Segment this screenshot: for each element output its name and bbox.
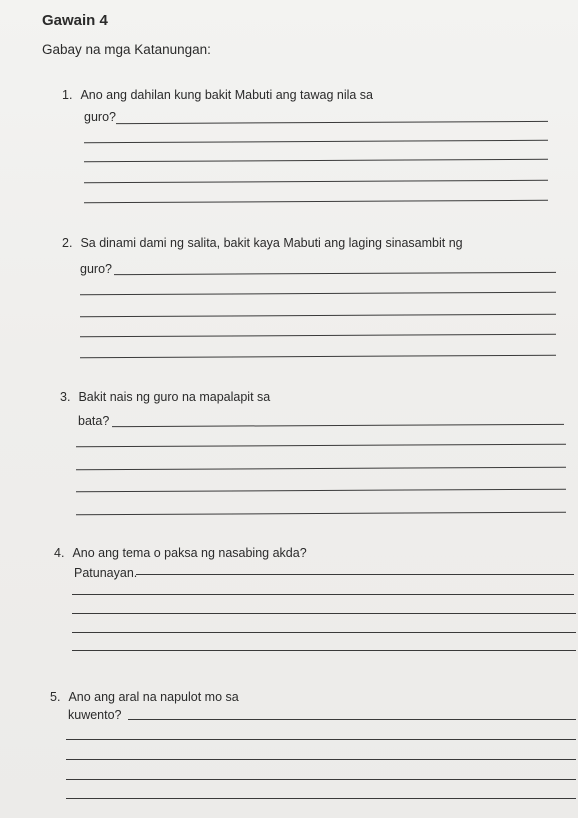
question-number: 4. [54, 546, 65, 560]
question-3-continuation: bata? [78, 414, 110, 428]
answer-line[interactable] [72, 650, 576, 651]
page-title: Gawain 4 [42, 12, 108, 29]
answer-line[interactable] [76, 489, 566, 493]
question-text: Bakit nais ng guro na mapalapit sa [78, 390, 271, 404]
answer-line[interactable] [72, 594, 574, 595]
question-2 [62, 236, 463, 250]
question-1 [62, 88, 373, 102]
answer-line[interactable] [84, 200, 548, 203]
answer-line[interactable] [112, 424, 564, 427]
question-text: Ano ang aral na napulot mo sa [68, 690, 239, 704]
question-number: 5. [50, 690, 61, 704]
question-5 [50, 690, 239, 704]
question-2-continuation: guro? [80, 262, 112, 276]
answer-line[interactable] [72, 613, 576, 614]
answer-line[interactable] [80, 292, 556, 295]
answer-line[interactable] [66, 798, 576, 799]
answer-line[interactable] [66, 779, 576, 780]
answer-line[interactable] [80, 314, 556, 317]
question-number: 1. [62, 88, 73, 102]
question-4-continuation: Patunayan. [74, 566, 138, 580]
question-text: Ano ang dahilan kung bakit Mabuti ang tawag nila sa [80, 88, 374, 102]
question-number: 2. [62, 236, 73, 250]
answer-line[interactable] [76, 444, 566, 448]
question-number: 3. [60, 390, 71, 404]
answer-line[interactable] [116, 121, 548, 124]
question-3 [60, 390, 270, 404]
answer-line[interactable] [84, 159, 548, 162]
answer-line[interactable] [76, 467, 566, 471]
answer-line[interactable] [72, 632, 576, 633]
answer-line[interactable] [76, 512, 566, 516]
answer-line[interactable] [80, 355, 556, 358]
answer-line[interactable] [84, 180, 548, 183]
answer-line[interactable] [128, 719, 576, 720]
question-5-continuation: kuwento? [68, 708, 122, 722]
question-text: Ano ang tema o paksa ng nasabing akda? [72, 546, 307, 560]
answer-line[interactable] [66, 759, 576, 760]
answer-line[interactable] [66, 739, 576, 740]
question-text: Sa dinami dami ng salita, bakit kaya Mabuti ang laging sinasambit ng [80, 236, 463, 250]
answer-line[interactable] [136, 574, 574, 575]
page-subtitle: Gabay na mga Katanungan: [42, 42, 211, 57]
answer-line[interactable] [114, 272, 556, 275]
answer-line[interactable] [80, 334, 556, 337]
question-4 [54, 546, 307, 560]
answer-line[interactable] [84, 140, 548, 143]
question-1-continuation: guro? [84, 110, 116, 124]
